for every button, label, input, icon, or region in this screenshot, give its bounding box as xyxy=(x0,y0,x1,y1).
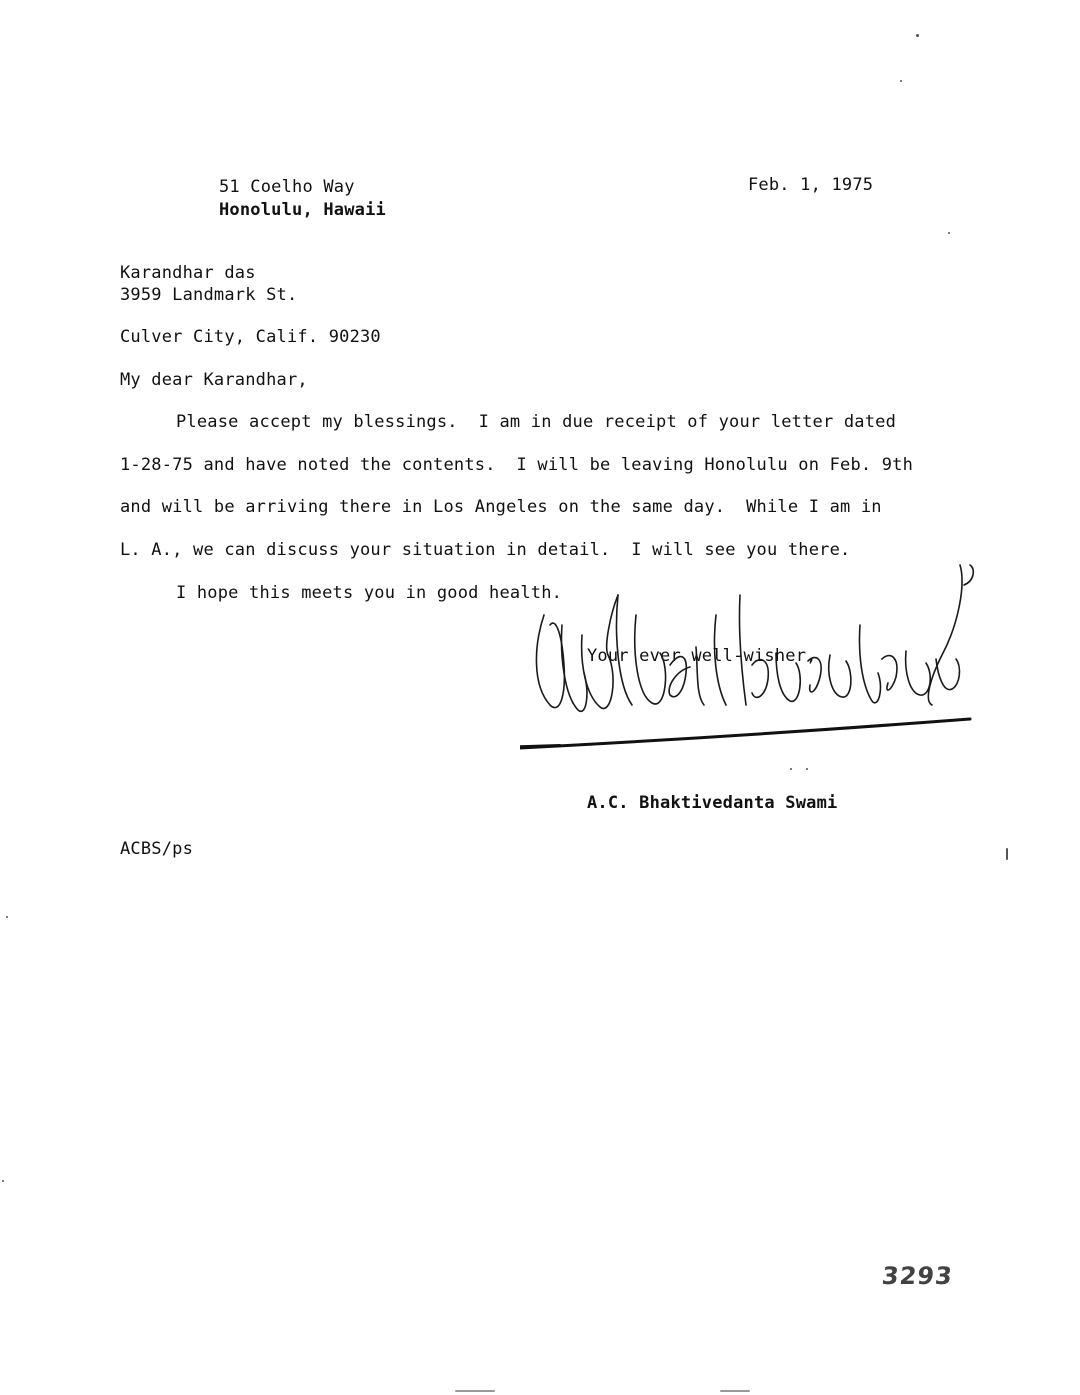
letter-date: Feb. 1, 1975 xyxy=(748,175,874,195)
body-line-1: Please accept my blessings. I am in due receipt of your letter dated xyxy=(176,412,897,432)
body-line-5: I hope this meets you in good health. xyxy=(176,583,563,603)
scan-speck xyxy=(948,232,950,234)
salutation: My dear Karandhar, xyxy=(120,370,308,390)
scan-speck xyxy=(6,916,8,918)
scan-speck xyxy=(455,1390,495,1392)
body-line-4: L. A., we can discuss your situation in detail. I will see you there. xyxy=(120,540,851,560)
scan-speck xyxy=(790,768,792,770)
handwritten-signature xyxy=(520,555,980,765)
sender-address-line1: 51 Coelho Way xyxy=(219,177,355,197)
scan-speck xyxy=(1006,848,1008,860)
scan-speck xyxy=(900,80,902,82)
archive-number-stamp: 3293 xyxy=(880,1262,955,1290)
body-line-2: 1-28-75 and have noted the contents. I will be leaving Honolulu on Feb. 9th xyxy=(120,455,914,475)
scan-speck xyxy=(720,1390,750,1392)
body-line-3: and will be arriving there in Los Angeles on the same day. While I am in xyxy=(120,497,882,517)
recipient-street: 3959 Landmark St. xyxy=(120,285,298,305)
scan-speck xyxy=(916,34,919,37)
signatory-name: A.C. Bhaktivedanta Swami xyxy=(587,793,838,813)
recipient-name: Karandhar das xyxy=(120,263,256,283)
recipient-city: Culver City, Calif. 90230 xyxy=(120,327,381,347)
closing: Your ever well-wisher, xyxy=(587,646,817,666)
reference-initials: ACBS/ps xyxy=(120,839,194,859)
scan-speck xyxy=(806,768,808,770)
sender-address-line2: Honolulu, Hawaii xyxy=(219,200,386,220)
scan-speck xyxy=(2,1180,4,1182)
